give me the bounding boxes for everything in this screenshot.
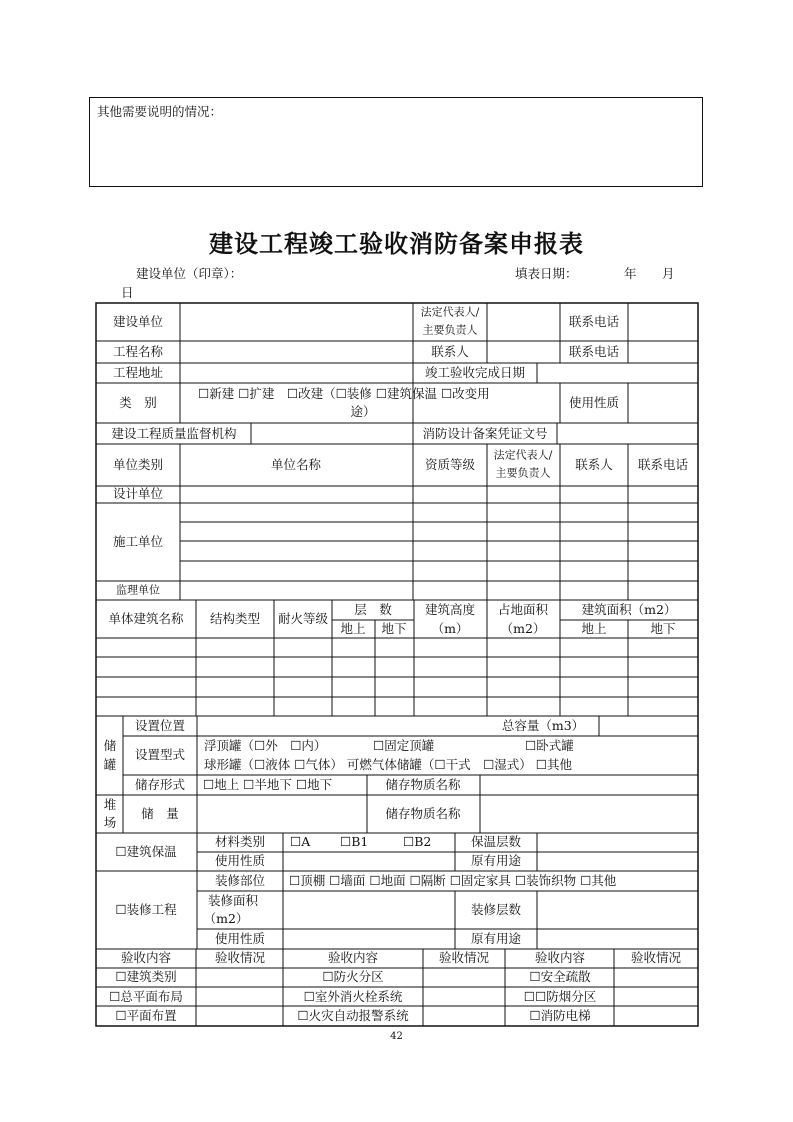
decoration-area-label: 装修面积 [207, 892, 259, 908]
storage-form-options[interactable]: ☐地上 ☐半地下 ☐地下 [203, 776, 333, 792]
day-label: 日 [121, 285, 134, 300]
tank-type-horizontal[interactable]: ☐卧式罐 [525, 737, 574, 753]
building-name-header: 单体建筑名称 [108, 610, 184, 626]
supervision-org-label: 建设工程质量监督机构 [111, 425, 237, 441]
month-label: 月 [662, 266, 675, 281]
year-label: 年 [624, 266, 637, 281]
design-record-no-label: 消防设计备案凭证文号 [422, 425, 548, 441]
footprint-header: 占地面积 [497, 601, 549, 617]
accept-fire-elevator[interactable]: ☐消防电梯 [529, 1007, 591, 1023]
acceptance-content-header-1: 验收内容 [120, 949, 172, 965]
height-unit: （m） [431, 620, 469, 636]
yard-quantity-label: 储 量 [141, 805, 179, 821]
use-nature-label: 使用性质 [568, 394, 620, 410]
insulation-material-label: 材料类别 [214, 833, 266, 849]
structure-header: 结构类型 [209, 610, 261, 626]
insulation-use-label: 使用性质 [214, 852, 266, 868]
owner-unit-field[interactable] [181, 304, 411, 340]
tank-label-2: 罐 [103, 756, 117, 772]
yard-label-1: 堆 [103, 796, 117, 812]
insulation-opt-b2[interactable]: ☐B2 [403, 833, 432, 849]
tank-type-spherical[interactable]: 球形罐（☐液体 ☐气体） 可燃气体储罐（☐干式 ☐湿式） ☐其他 [204, 756, 572, 772]
category-options[interactable]: ☐新建 ☐扩建 ☐改建（☐装修 ☐建筑保温 ☐改变用 [198, 385, 490, 401]
legal-rep-label-2: 主要负责人 [422, 323, 478, 337]
tank-type-fixed[interactable]: ☐固定顶罐 [373, 737, 435, 753]
storage-form-label: 储存形式 [134, 776, 186, 792]
project-name-label: 工程名称 [112, 343, 164, 359]
total-capacity-label: 总容量（m3） [501, 717, 585, 733]
accept-fire-compartment[interactable]: ☐防火分区 [322, 968, 384, 984]
yard-material-label: 储存物质名称 [385, 805, 461, 821]
unit-name-header: 单位名称 [270, 456, 322, 472]
owner-stamp-label: 建设单位（印章）： [136, 266, 243, 281]
floors-header: 层 数 [354, 601, 392, 617]
floor-area-header: 建筑面积（m2） [581, 601, 677, 617]
unit-legal-rep-header-2: 主要负责人 [495, 466, 551, 480]
yard-label-2: 场 [103, 814, 117, 830]
insulation-opt-a[interactable]: ☐A [290, 833, 311, 849]
decoration-use-label: 使用性质 [214, 930, 266, 946]
tank-type-floating[interactable]: 浮顶罐（☐外 ☐内） [204, 737, 327, 753]
other-notes-label: 其他需要说明的情况： [97, 104, 223, 119]
construction-unit-label: 施工单位 [112, 533, 164, 549]
accept-smoke-zone[interactable]: ☐☐防烟分区 [523, 988, 597, 1004]
insulation-original-use-label: 原有用途 [470, 852, 522, 868]
accept-hydrant-system[interactable]: ☐室外消火栓系统 [303, 988, 403, 1004]
insulation-opt-b1[interactable]: ☐B1 [340, 833, 369, 849]
qualification-header: 资质等级 [424, 456, 476, 472]
acceptance-status-header-1: 验收情况 [214, 949, 266, 965]
height-header: 建筑高度 [424, 601, 476, 617]
acceptance-status-header-3: 验收情况 [630, 949, 682, 965]
design-unit-label: 设计单位 [112, 485, 164, 501]
unit-contact-header: 联系人 [575, 456, 613, 472]
legal-rep-label: 法定代表人/ [420, 305, 480, 319]
accept-floor-plan[interactable]: ☐平面布置 [115, 1007, 177, 1023]
insulation-checkbox[interactable]: ☐建筑保温 [115, 843, 177, 859]
form-title: 建设工程竣工验收消防备案申报表 [209, 230, 584, 258]
tank-label-1: 储 [103, 737, 117, 753]
accept-fire-alarm[interactable]: ☐火灾自动报警系统 [297, 1007, 409, 1023]
category-label: 类 别 [119, 394, 157, 410]
acceptance-content-header-3: 验收内容 [534, 949, 586, 965]
accept-evacuation[interactable]: ☐安全疏散 [529, 968, 591, 984]
footprint-unit: （m2） [500, 620, 546, 636]
insulation-layers-label: 保温层数 [470, 833, 522, 849]
location-label: 设置位置 [134, 717, 186, 733]
page-number: 42 [390, 1031, 403, 1042]
floor-area-below-header: 地下 [650, 620, 676, 636]
supervisor-unit-label: 监理单位 [116, 583, 160, 597]
decoration-original-use-label: 原有用途 [470, 930, 522, 946]
contact-phone-label: 联系电话 [568, 343, 620, 359]
owner-unit-label: 建设单位 [112, 313, 164, 329]
fire-rating-header: 耐火等级 [277, 610, 329, 626]
decoration-checkbox[interactable]: ☐装修工程 [115, 901, 177, 917]
decoration-layers-label: 装修层数 [470, 901, 522, 917]
floor-area-above-header: 地上 [581, 620, 607, 636]
contact-label: 联系人 [431, 343, 469, 359]
completion-date-label: 竣工验收完成日期 [424, 364, 526, 380]
decoration-area-unit: （m2） [203, 910, 249, 926]
project-address-label: 工程地址 [112, 364, 164, 380]
floors-below-header: 地下 [381, 620, 407, 636]
floors-above-header: 地上 [340, 620, 366, 636]
unit-type-header: 单位类别 [112, 456, 164, 472]
acceptance-status-header-2: 验收情况 [438, 949, 490, 965]
unit-legal-rep-header: 法定代表人/ [493, 448, 553, 462]
category-options-2: 途） [350, 403, 376, 419]
fill-date-label: 填表日期： [515, 266, 578, 281]
accept-site-layout[interactable]: ☐总平面布局 [109, 988, 183, 1004]
tank-material-label: 储存物质名称 [385, 776, 461, 792]
tank-type-label: 设置型式 [134, 746, 186, 762]
unit-phone-header: 联系电话 [637, 456, 689, 472]
owner-phone-label: 联系电话 [568, 313, 620, 329]
acceptance-content-header-2: 验收内容 [327, 949, 379, 965]
accept-building-category[interactable]: ☐建筑类别 [115, 968, 177, 984]
decoration-parts-options[interactable]: ☐顶棚 ☐墙面 ☐地面 ☐隔断 ☐固定家具 ☐装饰织物 ☐其他 [289, 872, 617, 888]
decoration-parts-label: 装修部位 [214, 872, 266, 888]
